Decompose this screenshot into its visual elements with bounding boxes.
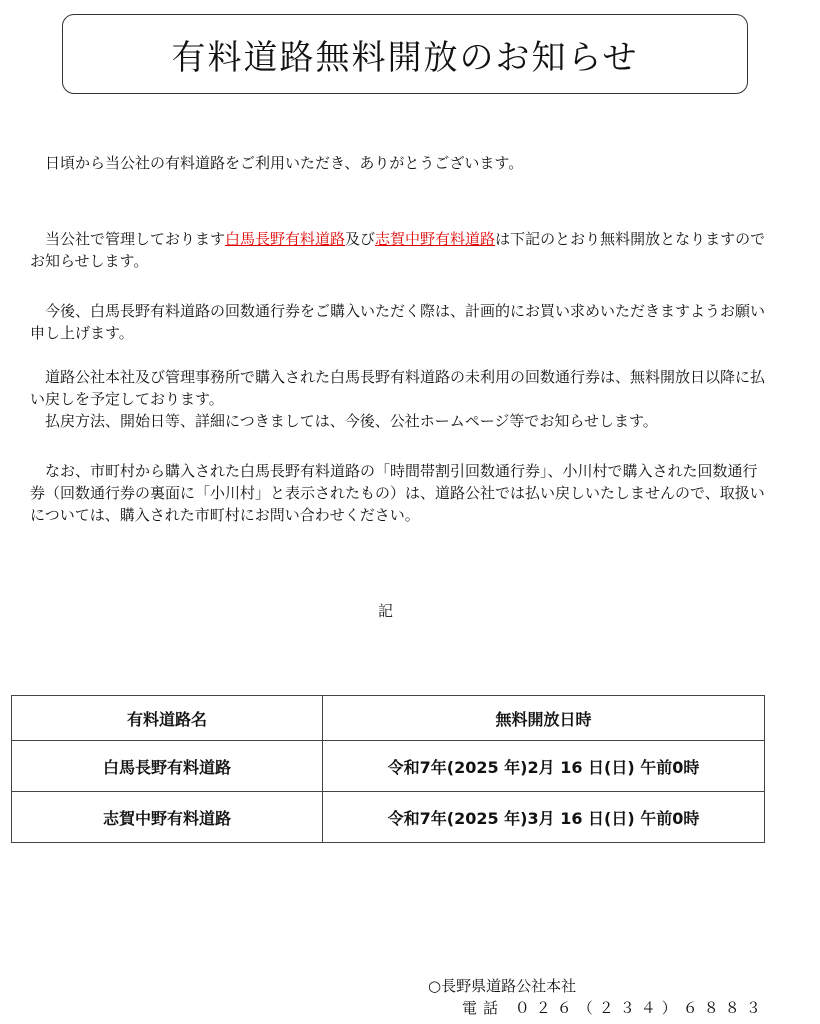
- purchase-paragraph: 今後、白馬長野有料道路の回数通行券をご購入いただく際は、計画的にお買い求めいただきますようお願い申し上げます。: [30, 302, 766, 342]
- table-row: [12, 741, 765, 792]
- notice-paragraph: [30, 228, 770, 272]
- open-date-cell: 令和7年(2025 年)3月 16 日(日) 午前0時: [323, 792, 765, 843]
- schedule-table: [11, 695, 765, 843]
- refund-method-paragraph: 払戻方法、開始日等、詳細につきましては、今後、公社ホームページ等でお知らせします。: [45, 412, 658, 430]
- notice-text-2: 及び: [345, 230, 376, 248]
- table-row: [12, 792, 765, 843]
- phone-number: ０２６（２３４）６８８３: [514, 999, 767, 1017]
- greeting-paragraph: 日頃から当公社の有料道路をご利用いただき、ありがとうございます。: [45, 154, 524, 172]
- road-name-cell: 志賀中野有料道路: [12, 792, 323, 843]
- table-header-row: [12, 696, 765, 741]
- footer-phone: [462, 997, 767, 1018]
- footer-company: ○長野県道路公社本社: [428, 977, 577, 995]
- page-title: 有料道路無料開放のお知らせ: [171, 37, 639, 78]
- road-name-cell: 白馬長野有料道路: [12, 741, 323, 792]
- ki-heading: 記: [378, 602, 394, 620]
- open-date-cell: 令和7年(2025 年)2月 16 日(日) 午前0時: [323, 741, 765, 792]
- refund-paragraph: 道路公社本社及び管理事務所で購入された白馬長野有料道路の未利用の回数通行券は、無料開放日以降に払い戻しを予定しております。: [30, 368, 766, 408]
- notice-text-1: 当公社で管理しております: [45, 230, 226, 248]
- title-box: [62, 14, 748, 94]
- phone-label: 電話: [462, 999, 505, 1017]
- header-road-name: 有料道路名: [12, 696, 323, 741]
- road-name-hakuba: 白馬長野有料道路: [225, 230, 346, 248]
- road-name-shiga: 志賀中野有料道路: [375, 230, 496, 248]
- notice-text-3: は下記のとおり無料開放となりますのでお知らせします。: [30, 230, 766, 270]
- header-open-date: 無料開放日時: [323, 696, 765, 741]
- municipality-paragraph: なお、市町村から購入された白馬長野有料道路の「時間帯割引回数通行券」、小川村で購入された回数通行券（回数通行券の裏面に「小川村」と表示されたもの）は、道路公社では払い戻しいたしませんので、取扱いについては、購入された市町村にお問い合わせください。: [30, 462, 765, 524]
